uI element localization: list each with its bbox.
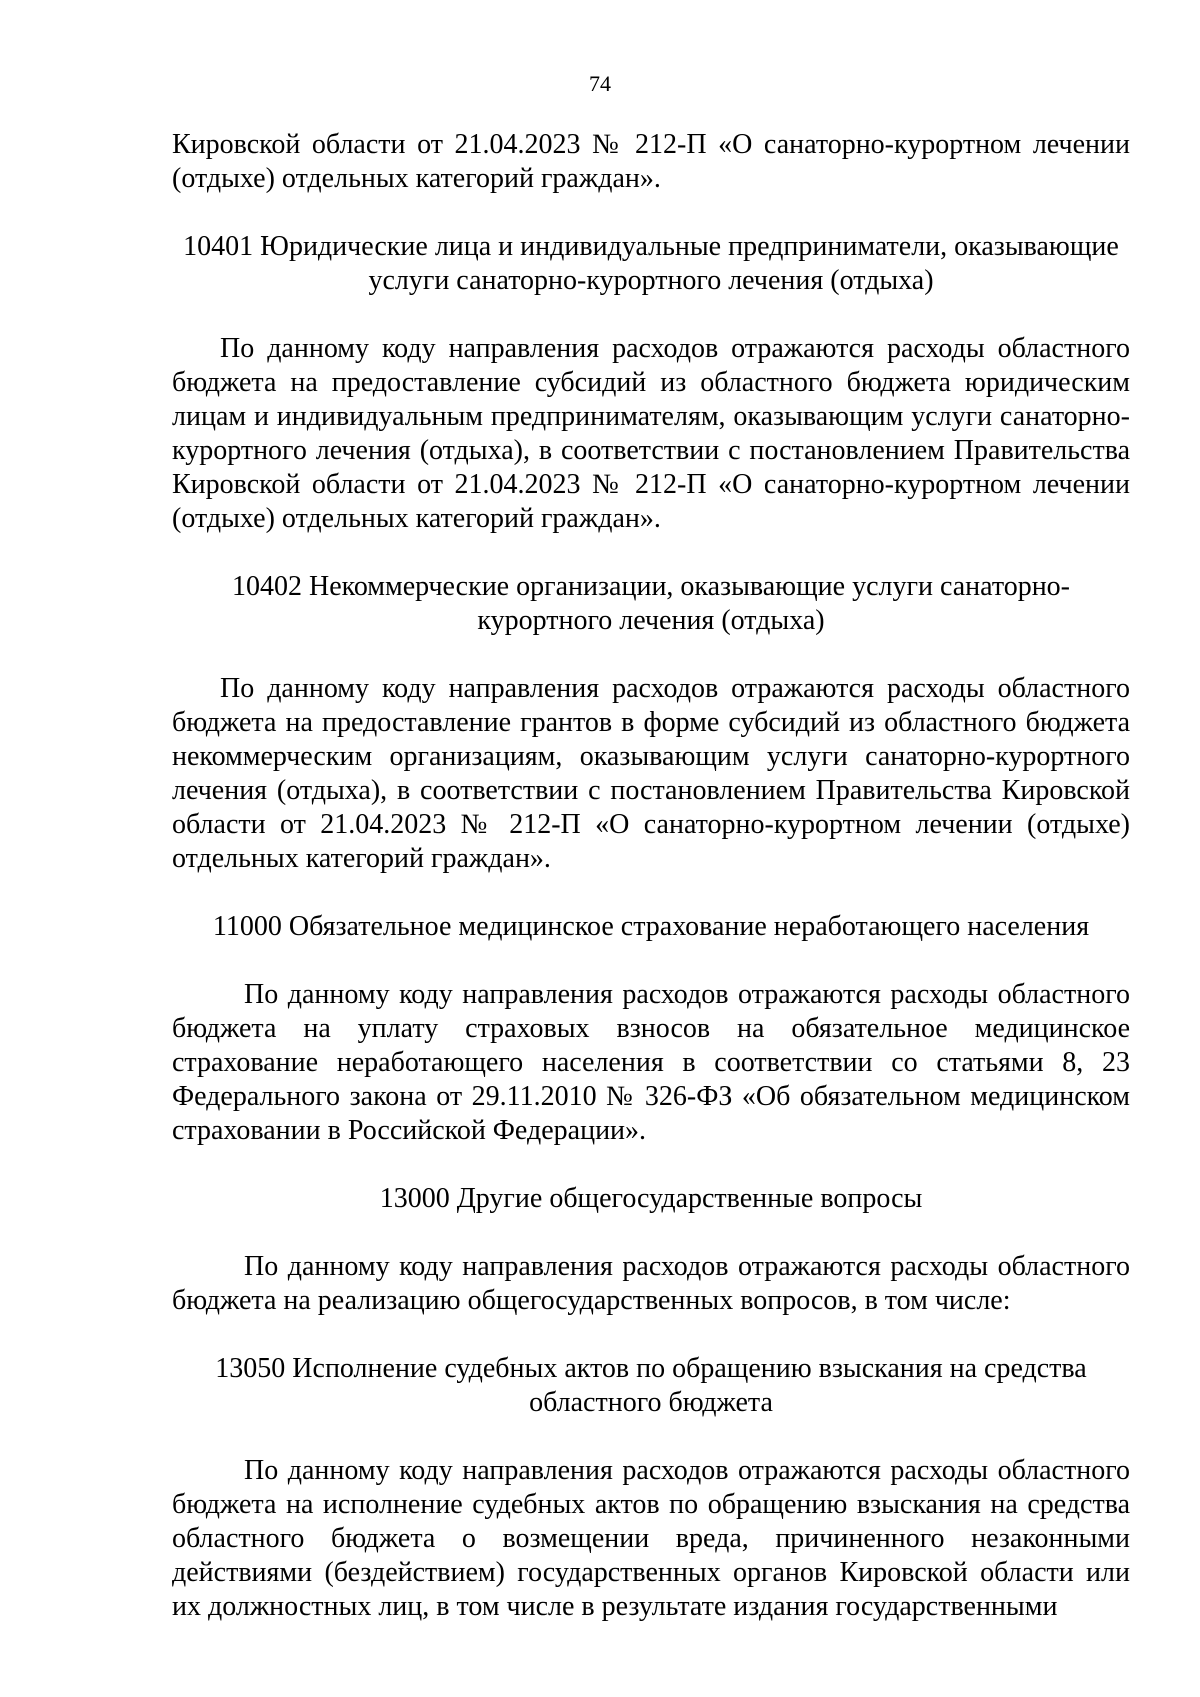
paragraph-10402: По данному коду направления расходов отражаются расходы областного бюджета на предоставление грантов в форме субсидий из областного бюджета некоммерческим организациям, оказывающим услуги санаторно-курортного лечения (отдыха), в соответствии с постановлением Правительства Кировской области от 21.04.2023 № 212-П «О санаторно-курортном лечении (отдыхе) отдельных категорий граждан». [172, 673, 1130, 874]
paragraph-13050: По данному коду направления расходов отражаются расходы областного бюджета на исполнение судебных актов по обращению взыскания на средства областного бюджета о возмещении вреда, причиненного незаконными действиями (бездействием) государственных органов Кировской области или их должностных лиц, в том числе в результате издания государственными [172, 1455, 1130, 1622]
section-heading-10401: 10401 Юридические лица и индивидуальные предприниматели, оказывающие услуги санаторно-курортного лечения (отдыха) [183, 231, 1119, 296]
paragraph-11000: По данному коду направления расходов отражаются расходы областного бюджета на уплату страховых взносов на обязательное медицинское страхование неработающего населения в соответствии со статьями 8, 23 Федерального закона от 29.11.2010 № 326-ФЗ «Об обязательном медицинском страховании в Российской Федерации». [172, 979, 1130, 1146]
section-heading-10402: 10402 Некоммерческие организации, оказывающие услуги санаторно-курортного лечения (отдыха) [231, 571, 1071, 636]
paragraph-continuation: Кировской области от 21.04.2023 № 212-П «О санаторно-курортном лечении (отдыхе) отдельных категорий граждан». [172, 129, 1130, 194]
page-number: 74 [589, 71, 611, 96]
document-body [172, 128, 1130, 1624]
paragraph-10401: По данному коду направления расходов отражаются расходы областного бюджета на предоставление субсидий из областного бюджета юридическим лицам и индивидуальным предпринимателям, оказывающим услуги санаторно-курортного лечения (отдыха), в соответствии с постановлением Правительства Кировской области от 21.04.2023 № 212-П «О санаторно-курортном лечении (отдыхе) отдельных категорий граждан». [172, 333, 1130, 534]
paragraph-13000: По данному коду направления расходов отражаются расходы областного бюджета на реализацию общегосударственных вопросов, в том числе: [172, 1251, 1130, 1316]
section-heading-13050: 13050 Исполнение судебных актов по обращению взыскания на средства областного бюджета [215, 1353, 1087, 1418]
section-heading-11000: 11000 Обязательное медицинское страхование неработающего населения [212, 911, 1090, 942]
section-heading-13000: 13000 Другие общегосударственные вопросы [379, 1183, 923, 1214]
